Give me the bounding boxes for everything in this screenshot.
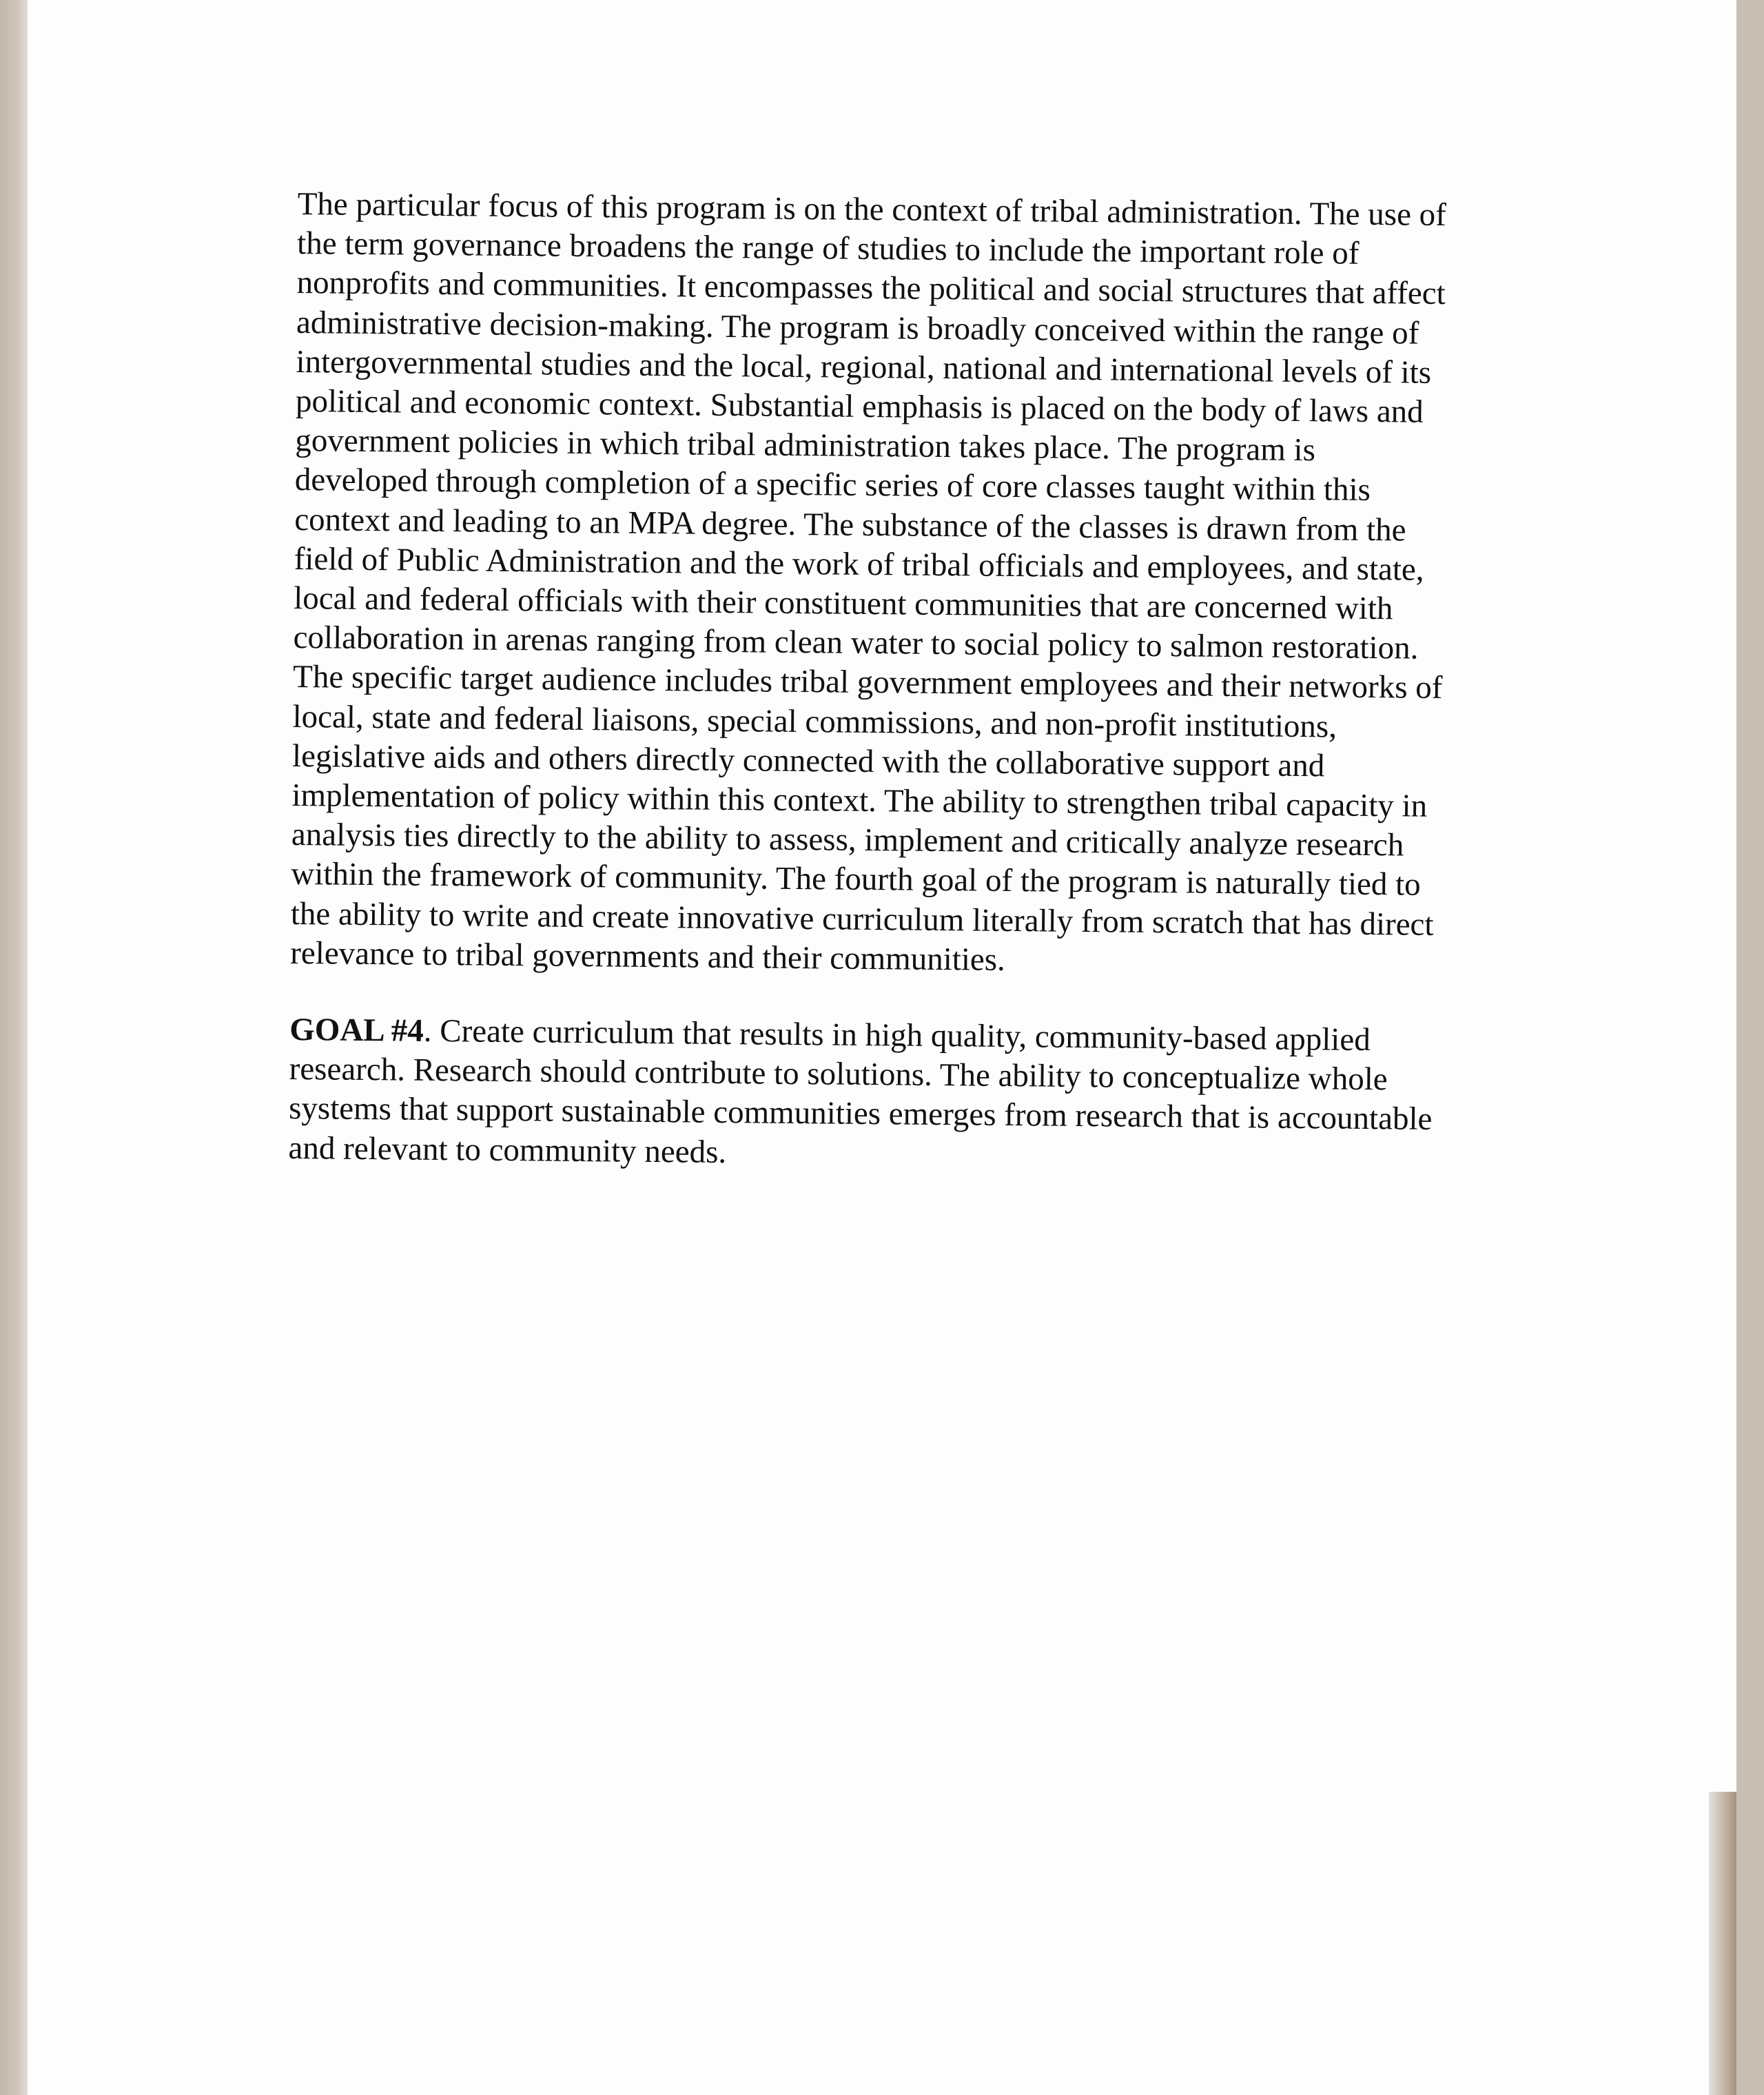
text-line: and relevant to community needs. (288, 1130, 727, 1170)
goal-paragraph (288, 1010, 1550, 1180)
text-line: developed through completion of a specific series of core classes taught within this (294, 462, 1371, 509)
goal-heading: GOAL #4 (289, 1012, 424, 1049)
text-line: relevance to tribal governments and their communities. (290, 934, 1006, 978)
text-line: research. Research should contribute to solutions. The ability to conceptualize whole (289, 1051, 1388, 1098)
scan-background-edge (0, 0, 30, 2095)
text-line: local, state and federal liaisons, special commissions, and non-profit institutions, (292, 698, 1337, 745)
goal-first-line-text: . Create curriculum that results in high quality, community-based applied (423, 1012, 1371, 1059)
text-line: field of Public Administration and the work of tribal officials and employees, and state, (294, 540, 1424, 588)
scanned-page (28, 0, 1736, 2095)
intro-paragraph (290, 185, 1559, 985)
text-line: collaboration in arenas ranging from clean water to social policy to salmon restoration. (293, 620, 1419, 666)
text-line: systems that support sustainable communities emerges from research that is accountable (288, 1090, 1433, 1138)
text-line: the term governance broadens the range of studies to include the important role of (296, 225, 1360, 272)
text-line: government policies in which tribal administration takes place. The program is (295, 422, 1316, 469)
text-line: implementation of policy within this context. The ability to strengthen tribal capacity in (291, 777, 1428, 824)
text-line: within the framework of community. The fourth goal of the program is naturally tied to (291, 856, 1421, 903)
page-torn-edge (1709, 1792, 1736, 2095)
text-line: The particular focus of this program is on the context of tribal administration. The use of (297, 185, 1447, 234)
text-line: nonprofits and communities. It encompasses the political and social structures that affect (296, 265, 1446, 312)
text-line: the ability to write and create innovative curriculum literally from scratch that has direct (290, 895, 1434, 943)
text-line: The specific target audience includes tribal government employees and their networks of (292, 659, 1443, 706)
text-line: administrative decision-making. The program is broadly conceived within the range of (296, 304, 1419, 351)
text-line: analysis ties directly to the ability to assess, implement and critically analyze research (291, 817, 1404, 863)
text-line: context and leading to an MPA degree. The substance of the classes is drawn from the (294, 501, 1406, 549)
document-body (288, 185, 1559, 1180)
text-line: legislative aids and others directly connected with the collaborative support and (291, 737, 1325, 784)
text-line: intergovernmental studies and the local, regional, national and international levels of its (296, 343, 1432, 391)
text-line: political and economic context. Substantial emphasis is placed on the body of laws and (295, 383, 1424, 430)
text-line: local and federal officials with their constituent communities that are concerned with (293, 580, 1393, 627)
